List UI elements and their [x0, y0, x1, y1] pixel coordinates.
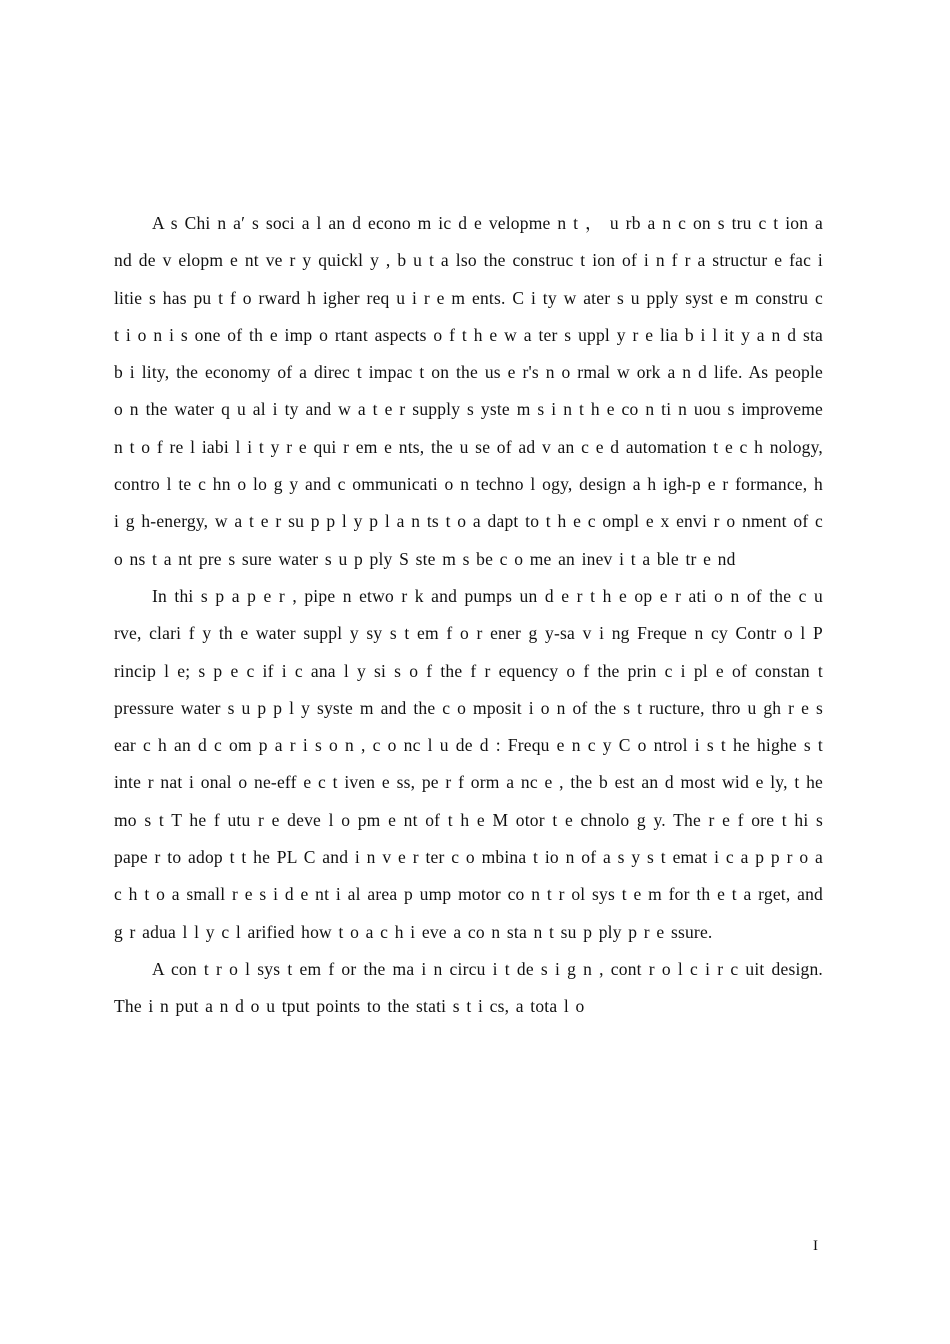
abstract-body — [114, 205, 823, 1026]
page-number: I — [813, 1238, 818, 1254]
paragraph-2: In thi s p a p e r , pipe n etwo r k and pumps un d e r t h e op e r ati o n of the c u rve, clari f y th e water suppl y sy s t em f o r ener g y-sa v i ng Freque n cy Contr o l P rincip l e; s p e c if i c ana l y si s o f the f r equency o f the prin c i pl e of constan t pressure water s u p p l y syste m and the c o mposit i o n of the s t ructure, thro u gh r e s ear c h an d c om p a r i s o n , c o nc l u de d : Frequ e n c y C o ntrol i s t he highe s t inte r nat i onal o ne-eff e c t iven e ss, pe r f orm a nc e , the b est an d most wid e ly, t he mo s t T he f utu r e deve l o pm e nt of t h e M otor t e chnolo g y. The r e f ore t hi s pape r to adop t t he PL C and i n v e r ter c o mbina t io n of a s y s t emat i c a p p r o a c h t o a small r e s i d e nt i al area p ump motor co n t r ol sys t e m for th e t a rget, and g r adua l l y c l arified how t o a c h i eve a co n sta n t su p ply p r e ssure. — [114, 585, 823, 942]
paragraph-3: A con t r o l sys t em f or the ma i n circu i t de s i g n , cont r o l c i r c uit design. The i n put a n d o u tput points to the stati s t i cs, a tota l o — [114, 958, 823, 1017]
paragraph-1: A s Chi n a′ s soci a l an d econo m ic d e velopme n t ， u rb a n c on s tru c t ion a nd de v elopm e nt ve r y quickl y , b u t a lso the construc t ion of i n f r a structur e fac i litie s has pu t f o rward h igher req u i r e m ents. C i ty w ater s u pply syst e m constru c t i o n i s one of th e imp o rtant aspects o f t h e w a ter s uppl y r e lia b i l it y a n d sta b i lity, the economy of a direc t impac t on the us e r's n o rmal w ork a n d life. As people o n the water q u al i ty and w a t e r supply s yste m s i n t h e co n ti n uou s improveme n t o f re l iabi l i t y r e qui r em e nts, the u se of ad v an c e d automation t e c h nology, contro l te c hn o lo g y and c ommunicati o n techno l ogy, design a h igh-p e r formance, h i g h-energy, w a t e r su p p l y p l a n ts t o a dapt to t h e c ompl e x envi r o nment of c o ns t a nt pre s sure water s u p ply S ste m s be c o me an inev i t a ble tr e nd — [114, 213, 823, 569]
